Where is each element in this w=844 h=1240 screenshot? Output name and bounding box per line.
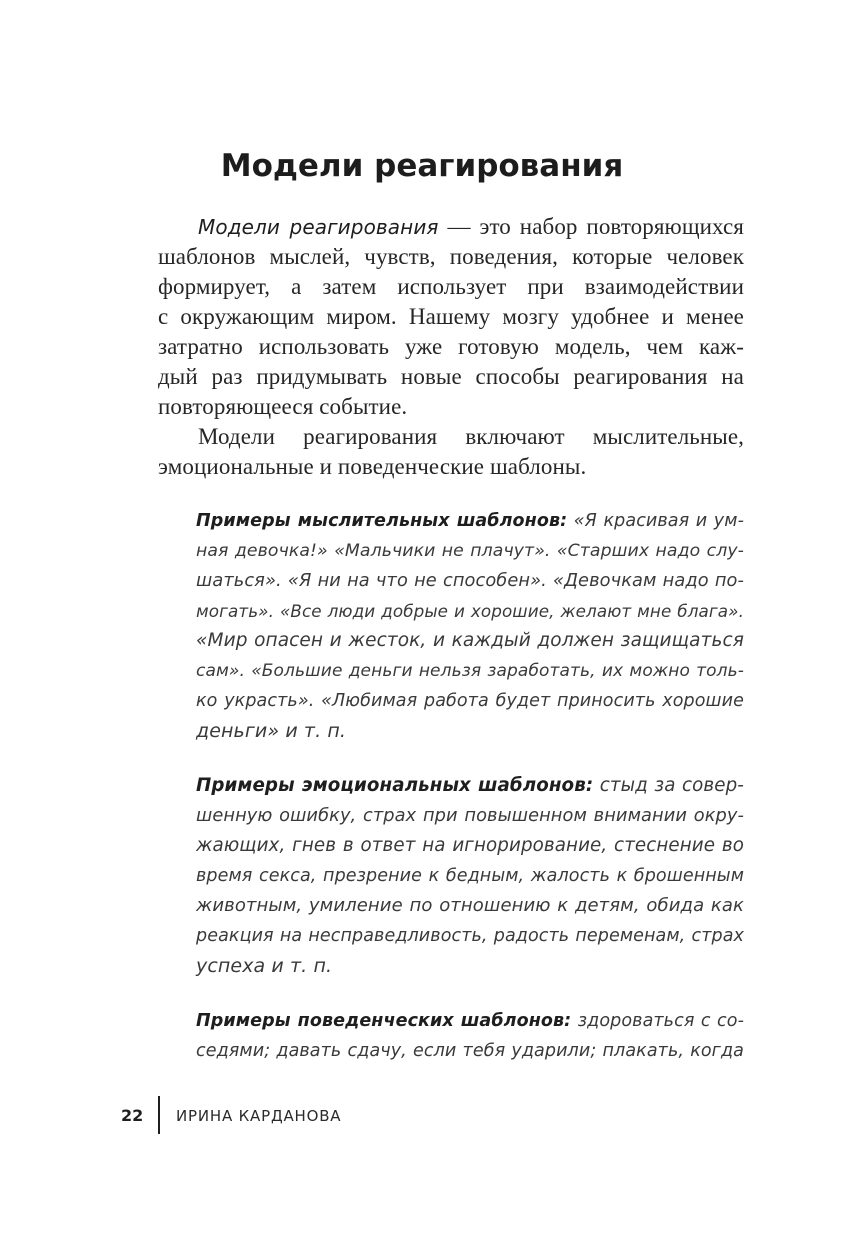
example-line: время секса, презрение к бедным, жалость к брошенным: [196, 866, 744, 886]
paragraph-line: Модели реагирования включают мыслительные,: [198, 424, 744, 449]
example-line: успеха и т. п.: [196, 955, 333, 977]
paragraph-line: дый раз придумывать новые способы реагирования на: [158, 364, 744, 389]
example-label: Примеры поведенческих шаблонов:: [196, 1011, 572, 1031]
example-line: ко украсть». «Любимая работа будет приносить хорошие: [196, 691, 744, 711]
paragraph-line: с окружающим миром. Нашему мозгу удобнее и менее: [158, 304, 744, 329]
example-line: Примеры эмоциональных шаблонов: стыд за совер-: [196, 775, 744, 796]
example-line: деньги» и т. п.: [196, 720, 347, 742]
example-line: животным, умиление по отношению к детям, обида как: [196, 895, 744, 916]
example-line: шаться». «Я ни на что не способен». «Девочкам надо по-: [196, 571, 744, 591]
footer-divider: [158, 1096, 160, 1134]
body-text: [158, 212, 744, 482]
running-footer-author: ИРИНА КАРДАНОВА: [176, 1107, 342, 1125]
behavioral-examples: [196, 1006, 744, 1066]
paragraph-line: Модели реагирования — это набор повторяющихся: [198, 214, 744, 239]
example-line: реакция на несправедливость, радость переменам, страх: [196, 926, 744, 946]
term-highlight: Модели реагирования: [198, 215, 439, 239]
paragraph-line: повторяющееся событие.: [158, 394, 408, 419]
example-line: сам». «Большие деньги нельзя заработать, их можно толь-: [196, 661, 744, 681]
thinking-examples: [196, 506, 744, 746]
example-line: Примеры мыслительных шаблонов: «Я красивая и ум-: [196, 511, 744, 531]
example-line: ная девочка!» «Мальчики не плачут». «Старших надо слу-: [196, 541, 744, 561]
example-line: могать». «Все люди добрые и хорошие, желают мне блага».: [196, 601, 744, 621]
paragraph-line: шаблонов мыслей, чувств, поведения, которые человек: [158, 244, 744, 269]
page-number: 22: [121, 1106, 144, 1125]
example-line: шенную ошибку, страх при повышенном внимании окру-: [196, 806, 744, 826]
example-line: седями; давать сдачу, если тебя ударили; плакать, когда: [196, 1041, 744, 1061]
paragraph-line: формирует, а затем использует при взаимодействии: [158, 274, 744, 299]
page-title: Модели реагирования: [220, 148, 624, 184]
example-line: Примеры поведенческих шаблонов: здороваться с со-: [196, 1011, 744, 1031]
paragraph-line: эмоциональные и поведенческие шаблоны.: [158, 454, 587, 479]
example-line: «Мир опасен и жесток, и каждый должен защищаться: [196, 630, 744, 651]
emotional-examples: [196, 771, 744, 981]
paragraph-line: затратно использовать уже готовую модель, чем каж-: [158, 334, 744, 359]
example-line: жающих, гнев в ответ на игнорирование, стеснение во: [196, 835, 744, 856]
example-label: Примеры мыслительных шаблонов:: [196, 511, 568, 531]
example-label: Примеры эмоциональных шаблонов:: [196, 775, 594, 796]
